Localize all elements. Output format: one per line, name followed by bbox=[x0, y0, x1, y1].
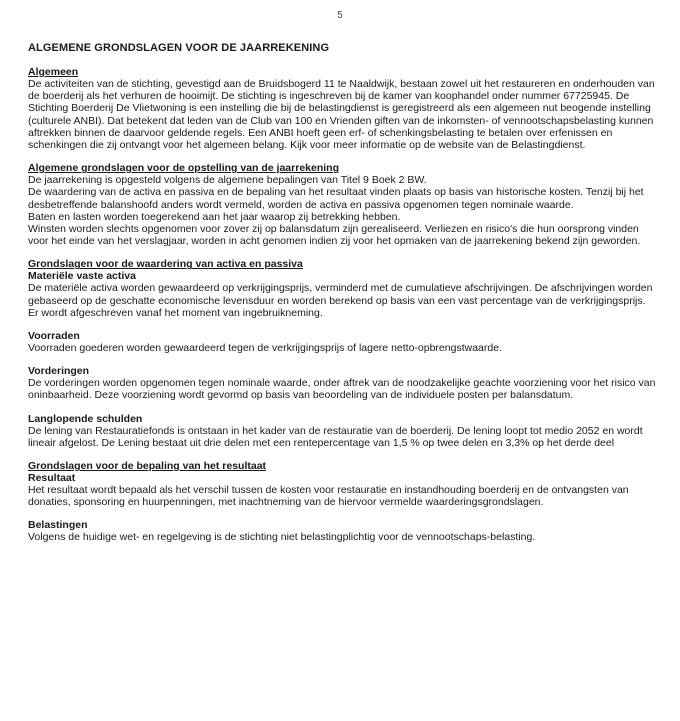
paragraph-vorderingen: De vorderingen worden opgenomen tegen nominale waarde, onder aftrek van de noodzakelijke geachte voorziening voor het risico van oninbaarheid. Deze voorziening wordt gevormd op basis van beoordeling van de individuele posten per balansdatum. bbox=[28, 377, 656, 402]
section-heading-resultaat: Grondslagen voor de bepaling van het resultaat bbox=[28, 460, 267, 473]
paragraph-belastingen: Volgens de huidige wet- en regelgeving is de stichting niet belastingplichtig voor de vennootschaps-belasting. bbox=[28, 531, 536, 544]
paragraph-opstelling-1: De jaarrekening is opgesteld volgens de algemene bepalingen van Titel 9 Boek 2 BW. bbox=[28, 174, 427, 187]
subsection-materiele-vaste-activa bbox=[28, 270, 658, 319]
subheading-langlopende-schulden: Langlopende schulden bbox=[28, 412, 143, 425]
section-heading-waardering: Grondslagen voor de waardering van activa en passiva bbox=[28, 258, 303, 271]
page-number: 5 bbox=[337, 10, 343, 21]
subheading-belastingen: Belastingen bbox=[28, 519, 88, 532]
paragraph-opstelling-3: Baten en lasten worden toegerekend aan het jaar waarop zij betrekking hebben. bbox=[28, 210, 401, 223]
subsection-belastingen bbox=[28, 519, 658, 543]
paragraph-resultaat: Het resultaat wordt bepaald als het verschil tussen de kosten voor restauratie en instandhouding boerderij en de ontvangsten van donaties, sponsoring en huurpenningen, met inachtneming van de hiervoor vermelde waarderingsgrondslagen. bbox=[28, 484, 629, 509]
subsection-voorraden bbox=[28, 330, 658, 354]
subheading-voorraden: Voorraden bbox=[28, 330, 80, 343]
paragraph-materiele-vaste-activa: De materiële activa worden gewaardeerd op verkrijgingsprijs, verminderd met de cumulatieve afschrijvingen. De afschrijvingen worden gebaseerd op de geschatte economische levensduur en worden berekend op basis van een vast percentage van de verkrijgingsprijs. Er wordt afgeschreven vanaf het moment van ingebruikneming. bbox=[28, 282, 653, 319]
section-resultaat bbox=[28, 460, 658, 544]
subsection-vorderingen bbox=[28, 365, 658, 401]
paragraph-langlopende-schulden: De lening van Restauratiefonds is ontstaan in het kader van de restauratie van de boerderij. De lening loopt tot medio 2052 en wordt lineair afgelost. De Lening bestaat uit drie delen met een rentepercentage van 1,5 % op twee delen en 3,3% op het derde deel bbox=[28, 424, 643, 449]
paragraph-algemeen: De activiteiten van de stichting, gevestigd aan de Bruidsbogerd 11 te Naaldwijk, bestaan zowel uit het restaureren en onderhouden van de boerderij als het verhuren de hooimijt. De stichting is ingeschreven bij de kamer van koophandel onder nummer 67725945. De Stichting Boerderij De Vlietwoning is een instelling die bij de belastingdienst is geregistreerd als een algemeen nut beogende instelling (culturele ANBI). Dat betekent dat leden van de Club van 100 en Vrienden giften van de inkomsten- of vennootschapsbelasting kunnen aftrekken binnen de daarvoor geldende regels. Een ANBI hoeft geen erf- of schenkingsbelasting te betalen over erfenissen en schenkingen die zij ontvangt voor het algemeen belang. Kijk voor meer informatie op de website van de Belastingdienst. bbox=[28, 78, 655, 152]
subsection-resultaat bbox=[28, 472, 658, 508]
section-algemeen bbox=[28, 66, 658, 151]
subheading-vorderingen: Vorderingen bbox=[28, 365, 90, 378]
section-waardering bbox=[28, 258, 658, 449]
paragraph-opstelling-2: De waardering van de activa en passiva en de bepaling van het resultaat vinden plaats op basis van historische kosten. Tenzij bij het desbetreffende balanshoofd anders wordt vermeld, worden de activa en passiva opgenomen tegen nominale waarde. bbox=[28, 186, 644, 211]
section-opstelling bbox=[28, 162, 658, 247]
document-content bbox=[28, 42, 658, 555]
section-heading-algemeen: Algemeen bbox=[28, 66, 79, 78]
subsection-langlopende-schulden bbox=[28, 413, 658, 449]
section-heading-opstelling: Algemene grondslagen voor de opstelling van de jaarrekening bbox=[28, 162, 339, 175]
subheading-materiele-vaste-activa: Materiële vaste activa bbox=[28, 270, 136, 283]
subheading-resultaat: Resultaat bbox=[28, 472, 76, 485]
paragraph-voorraden: Voorraden goederen worden gewaardeerd tegen de verkrijgingsprijs of lagere netto-opbrengstwaarde. bbox=[28, 342, 502, 355]
document-title: ALGEMENE GRONDSLAGEN VOOR DE JAARREKENING bbox=[28, 42, 330, 54]
paragraph-opstelling-4: Winsten worden slechts opgenomen voor zover zij op balansdatum zijn gerealiseerd. Verliezen en risico's die hun oorsprong vinden voor het einde van het verslagjaar, worden in acht genomen indien zij voor het opmaken van de jaarrekening bekend zijn geworden. bbox=[28, 223, 641, 248]
